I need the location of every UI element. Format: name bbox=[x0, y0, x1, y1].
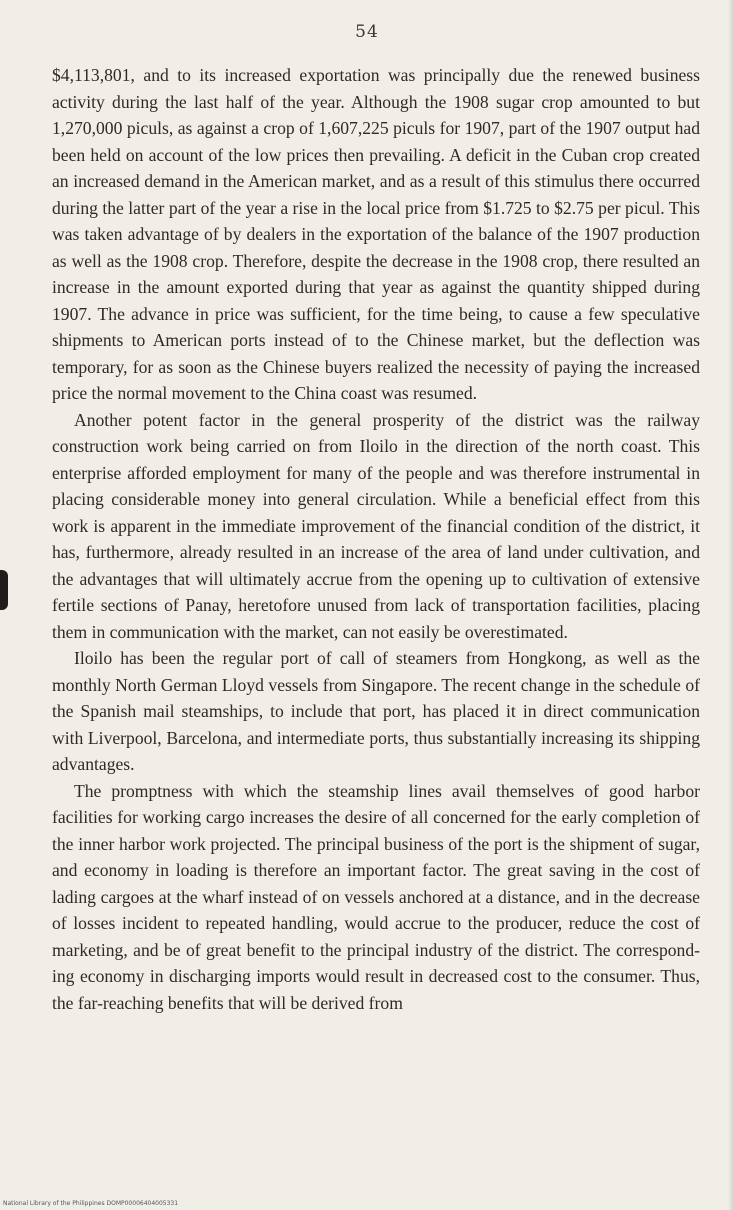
body-text bbox=[52, 62, 700, 1016]
library-stamp: National Library of the Philippines DOMP00006404005331 bbox=[3, 1200, 179, 1207]
paragraph-harbor-facilities: The promptness with which the steamship lines avail themselves of good harbor facilities for working cargo increases the desire of all concerned for the early completion of the inner harbor work projected. The principal business of the port is the shipment of sugar, and economy in loading is therefore an important factor. The great saving in the cost of lading cargoes at the wharf instead of on vessels anchored at a distance, and in the decrease of losses incident to repeated handling, would accrue to the producer, reduce the cost of marketing, and be of great benefit to the principal industry of the district. The corresponding economy in discharging imports would result in decreased cost to the consumer. Thus, the far-reaching benefits that will be derived from bbox=[52, 780, 700, 1013]
page-edge-shadow bbox=[728, 0, 734, 1210]
page-number: 54 bbox=[355, 22, 379, 42]
paragraph-sugar-exports: $4,113,801, and to its increased exportation was principally due the renewed business activity during the last half of the year. Although the 1908 sugar crop amounted to but 1,270,000 piculs, as against a crop of 1,607,225 piculs for 1907, part of the 1907 output had been held on account of the low prices then prevailing. A deficit in the Cuban crop created an increased demand in the American market, and as a result of this stimulus there occurred during the latter part of the year a rise in the local price from $1.725 to $2.75 per picul. This was taken advantage of by dealers in the exportation of the balance of the 1907 production as well as the 1908 crop. Therefore, despite the decrease in the 1908 crop, there resulted an increase in the amount exported during that year as against the quantity shipped during 1907. The advance in price was sufficient, for the time being, to cause a few speculative shipments to American ports instead of to the Chinese market, but the deflection was temporary, for as soon as the Chinese buyers realized the necessity of paying the increased price the normal movement to the China coast was resumed. bbox=[52, 65, 700, 403]
paragraph-railway-construction: Another potent factor in the general prosperity of the district was the railway construction work being carried on from Iloilo in the direction of the north coast. This enterprise afforded employment for many of the people and was therefore instrumental in placing considerable money into general circulation. While a beneficial effect from this work is apparent in the immediate improvement of the financial condition of the district, it has, furthermore, already resulted in an increase of the area of land under cultivation, and the advantages that will ultimately accrue from the opening up to cultivation of extensive fertile sections of Panay, heretofore unused from lack of transportation facilities, placing them in communication with the market, can not easily be overestimated. bbox=[52, 409, 700, 642]
paragraph-iloilo-port: Iloilo has been the regular port of call of steamers from Hongkong, as well as the monthly North German Lloyd vessels from Singapore. The recent change in the schedule of the Spanish mail steamships, to include that port, has placed it in direct communication with Liverpool, Barcelona, and intermediate ports, thus substantially increasing its shipping advantages. bbox=[52, 648, 700, 774]
binding-mark bbox=[0, 570, 8, 610]
